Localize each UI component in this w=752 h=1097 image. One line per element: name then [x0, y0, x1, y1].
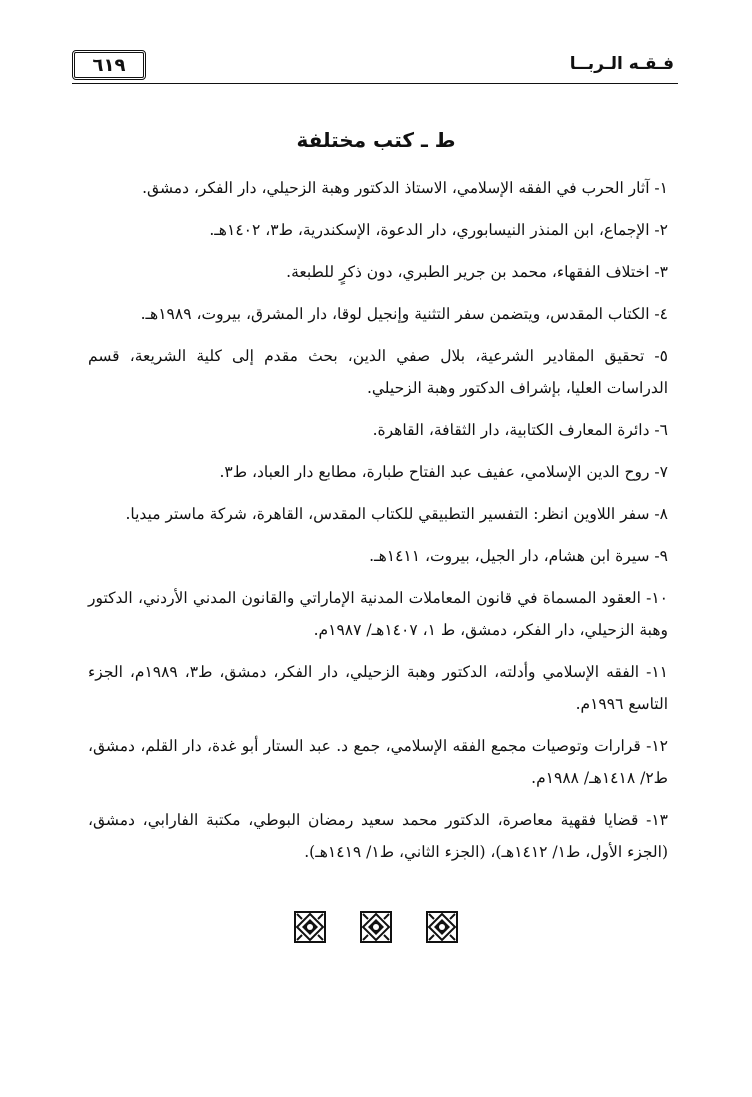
bibliography-entry: ٣- اختلاف الفقهاء، محمد بن جرير الطبري، دون ذكرٍ للطبعة.	[286, 263, 668, 281]
running-title: فـقـه الـربــا	[569, 54, 674, 74]
bibliography-entry: ٨- سفر اللاوين انظر: التفسير التطبيقي للكتاب المقدس، القاهرة، شركة ماستر ميديا.	[125, 505, 668, 523]
bibliography-entry: ١- آثار الحرب في الفقه الإسلامي، الاستاذ الدكتور وهبة الزحيلي، دار الفكر، دمشق.	[142, 179, 668, 197]
arabesque-ornament-icon	[425, 910, 459, 944]
header-rule	[72, 83, 678, 84]
bibliography-entry: ٩- سيرة ابن هشام، دار الجيل، بيروت، ١٤١١هـ.	[369, 547, 668, 565]
bibliography-entry: ٥- تحقيق المقادير الشرعية، بلال صفي الدين، بحث مقدم إلى كلية الشريعة، قسم الدراسات العليا، بإشراف الدكتور وهبة الزحيلي.	[88, 347, 668, 397]
bibliography-entry: ١٢- قرارات وتوصيات مجمع الفقه الإسلامي، جمع د. عبد الستار أبو غدة، دار القلم، دمشق، ط٢/ ١٤١٨هـ/ ١٩٨٨م.	[88, 737, 668, 787]
section-heading: ط ـ كتب مختلفة	[296, 128, 456, 152]
bibliography-entry: ١١- الفقه الإسلامي وأدلته، الدكتور وهبة الزحيلي، دار الفكر، دمشق، ط٣، ١٩٨٩م، الجزء التاسع ١٩٩٦م.	[88, 663, 668, 713]
bibliography-entry: ٢- الإجماع، ابن المنذر النيسابوري، دار الدعوة، الإسكندرية، ط٣، ١٤٠٢هـ.	[209, 221, 668, 239]
bibliography-entry: ١٠- العقود المسماة في قانون المعاملات المدنية الإماراتي والقانون المدني الأردني، الدكتور وهبة الزحيلي، دار الفكر، دمشق، ط ١، ١٤٠٧هـ/ ١٩٨٧م.	[88, 589, 668, 639]
bibliography-list	[88, 172, 668, 878]
bibliography-entry: ٦- دائرة المعارف الكتابية، دار الثقافة، القاهرة.	[372, 421, 668, 439]
page-number: ٦١٩	[72, 50, 146, 80]
bibliography-entry: ٤- الكتاب المقدس، ويتضمن سفر التثنية وإنجيل لوقا، دار المشرق، بيروت، ١٩٨٩هـ.	[140, 305, 668, 323]
bibliography-entry: ٧- روح الدين الإسلامي، عفيف عبد الفتاح طبارة، مطابع دار العباد، ط٣.	[219, 463, 668, 481]
arabesque-ornament-icon	[293, 910, 327, 944]
closing-ornaments	[0, 910, 752, 944]
bibliography-entry: ١٣- قضايا فقهية معاصرة، الدكتور محمد سعيد رمضان البوطي، مكتبة الفارابي، دمشق، (الجزء الأول، ط١/ ١٤١٢هـ)، (الجزء الثاني، ط١/ ١٤١٩هـ).	[88, 811, 668, 861]
arabesque-ornament-icon	[359, 910, 393, 944]
